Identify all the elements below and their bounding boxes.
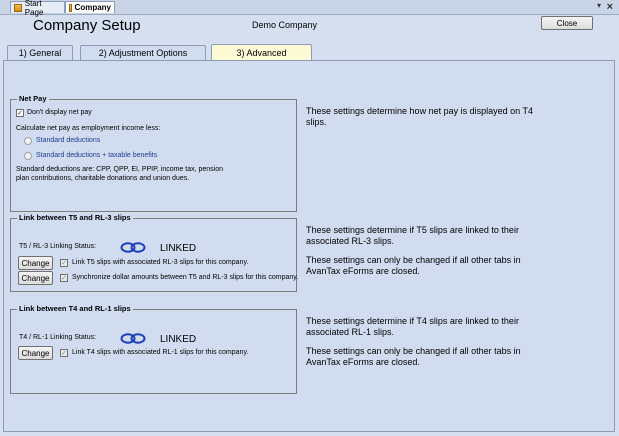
- standard-deductions-benefits-radio[interactable]: [24, 152, 32, 160]
- checkmark-icon: ✓: [61, 349, 67, 357]
- t4-rl1-status-value: LINKED: [160, 334, 197, 345]
- t5-rl3-status-value: LINKED: [160, 243, 197, 254]
- deductions-note-line2: plan contributions, charitable donations and union dues.: [16, 175, 190, 182]
- t4-rl1-legend: Link between T4 and RL-1 slips: [19, 304, 131, 313]
- tab-advanced[interactable]: 3) Advanced: [211, 44, 312, 61]
- t5-rl3-close-tabs-note: These settings can only be changed if all other tabs in AvanTax eForms are closed.: [306, 255, 521, 276]
- link-chain-icon: [120, 242, 146, 253]
- t4-rl1-status-label: T4 / RL-1 Linking Status:: [19, 334, 97, 341]
- net-pay-legend: Net Pay: [19, 94, 47, 103]
- t5-rl3-description: These settings determine if T5 slips are linked to their associated RL-3 slips.: [306, 225, 519, 246]
- sync-t5-rl3-label: Synchronize dollar amounts between T5 and RL-3 slips for this company.: [72, 274, 299, 281]
- link-t4-rl1-checkbox[interactable]: [60, 349, 68, 357]
- standard-deductions-label: Standard deductions: [36, 137, 101, 144]
- checkmark-icon: ✓: [61, 274, 67, 282]
- t5-rl3-legend: Link between T5 and RL-3 slips: [19, 213, 131, 222]
- dont-display-net-pay-label: Don't display net pay: [27, 109, 92, 116]
- link-t5-rl3-label: Link T5 slips with associated RL-3 slips for this company.: [72, 259, 249, 266]
- link-t4-rl1-label: Link T4 slips with associated RL-1 slips for this company.: [72, 349, 249, 356]
- t4-rl1-change-button[interactable]: Change: [18, 346, 53, 360]
- close-button[interactable]: Close: [541, 16, 593, 30]
- company-tab-icon: [69, 4, 72, 12]
- standard-deductions-benefits-label: Standard deductions + taxable benefits: [36, 152, 158, 159]
- company-name: Demo Company: [252, 20, 318, 30]
- close-icon[interactable]: ×: [606, 1, 613, 13]
- link-t5-rl3-checkbox[interactable]: [60, 259, 68, 267]
- doc-tab-label: Start Page: [24, 0, 44, 17]
- t5-rl3-status-label: T5 / RL-3 Linking Status:: [19, 243, 97, 250]
- checkmark-icon: ✓: [61, 259, 67, 267]
- t5-rl3-change-button-2[interactable]: Change: [18, 271, 53, 285]
- tab-adjustment-options[interactable]: 2) Adjustment Options: [80, 45, 206, 60]
- doc-tab-start-page[interactable]: [10, 0, 65, 17]
- page-title: Company Setup: [33, 17, 141, 34]
- start-page-tab-icon: [14, 4, 22, 12]
- t4-rl1-close-tabs-note: These settings can only be changed if all other tabs in AvanTax eForms are closed.: [306, 346, 521, 367]
- standard-deductions-radio[interactable]: [24, 137, 32, 145]
- t5-rl3-change-button-1[interactable]: Change: [18, 256, 53, 270]
- tab-list-dropdown-icon[interactable]: ▾: [596, 1, 601, 10]
- sync-t5-rl3-checkbox[interactable]: [60, 274, 68, 282]
- t4-rl1-description: These settings determine if T4 slips are linked to their associated RL-1 slips.: [306, 316, 519, 337]
- net-pay-description: These settings determine how net pay is displayed on T4 slips.: [306, 106, 533, 127]
- calc-net-pay-label: Calculate net pay as employment income less:: [16, 125, 161, 132]
- link-chain-icon: [120, 333, 146, 344]
- deductions-note-line1: Standard deductions are: CPP, QPP, EI, PPIP, income tax, pension: [16, 166, 224, 173]
- doc-tab-label: Company: [74, 3, 111, 12]
- tab-general[interactable]: 1) General: [7, 45, 73, 60]
- checkmark-icon: ✓: [17, 109, 23, 117]
- dont-display-net-pay-checkbox[interactable]: [16, 109, 24, 117]
- doc-tab-company[interactable]: [65, 1, 115, 13]
